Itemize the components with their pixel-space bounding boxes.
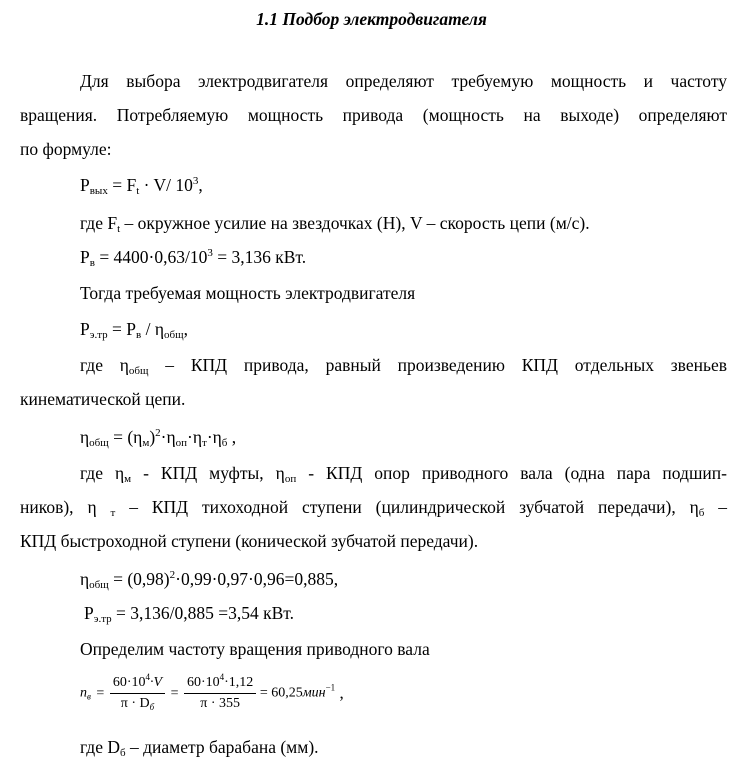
definition-line: КПД быстроходной ступени (конической зубчатой передачи). [20,531,479,551]
paragraph-line: вращения. Потребляемую мощность привода (мощность на выходе) определяют [20,105,727,125]
formula-efficiency-calc: $\eta_{общ} = (0,98)^2\cdot 0,99\cdot 0,97\cdot 0,96=0,885$, [80,569,339,591]
paragraph-line: Тогда требуемая мощность электродвигателя [80,283,416,303]
definition-line: ников), η $_т$ – КПД тихоходной ступени (цилиндрической зубчатой передачи), $\eta_б$ – [20,497,727,519]
paragraph-line: по формуле: [20,139,112,159]
formula-shaft-speed: $n_в$ = $\frac{60\cdot 10^4\cdot V}{\pi \cdot D_б}$ = $\frac{60\cdot 10^4\cdot 1,12}{\pi \cdot 355}$ = 60,25мин$^{-1}$ , [80,672,344,712]
definition-line: где $D_б$ – диаметр барабана (мм). [80,737,319,759]
paragraph-line: Определим частоту вращения приводного вала [80,639,430,659]
section-title: 1.1 Подбор электродвигателя [256,9,487,29]
formula-power-output: $P_{вых} = F_t \cdot V/$ $10^3$, [80,175,203,197]
formula-required-power-calc: $P_{э.тр} = 3,136/0,885 =3,54$ кВт. [84,603,295,625]
definition-line: где $F_t$ – окружное усилие на звездочках (Н), V – скорость цепи (м/с). [80,213,590,235]
formula-required-power: $P_{э.тр} = P_в / \eta_{общ}$, [80,319,188,341]
formula-power-calc: $P_в = 4400\cdot 0,63/10^3 = 3,136$ кВт. [80,247,307,269]
definition-line: где $\eta_{общ}$ – КПД привода, равный произведению КПД отдельных звеньев [80,355,727,377]
fraction-numeric: $\frac{60\cdot 10^4\cdot 1,12}{\pi \cdot 355}$ [184,674,256,713]
formula-efficiency: $\eta_{общ} = (\eta_м)^2\cdot\eta_{оп}\cdot\eta_т\cdot\eta_б$ , [80,427,237,449]
definition-line: где $\eta_м$ - КПД муфты, $\eta_{оп}$ - КПД опор приводного вала (одна пара подшип- [80,463,727,485]
paragraph-line: Для выбора электродвигателя определяют требуемую мощность и частоту [80,71,727,91]
fraction-symbolic: $\frac{60\cdot 10^4\cdot V}{\pi \cdot D_б}$ [110,674,165,713]
definition-line: кинематической цепи. [20,389,186,409]
